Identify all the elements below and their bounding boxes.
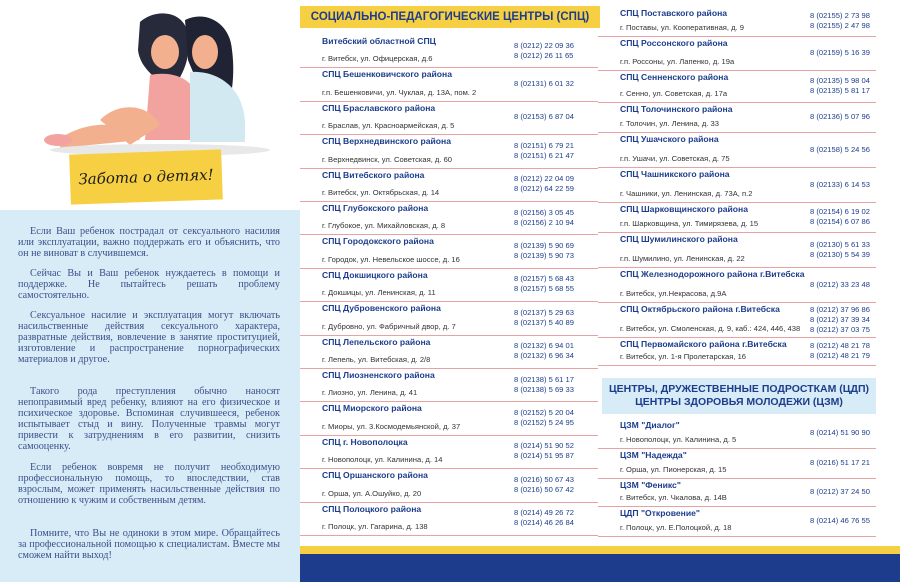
center-address: г.п. Шумилино, ул. Ленинская, д. 22 xyxy=(620,254,745,263)
listing-row xyxy=(300,435,598,469)
listing-row xyxy=(598,418,876,449)
listing-row xyxy=(300,468,598,502)
footer-yellow-bar xyxy=(300,546,900,554)
center-address: г. Толочин, ул. Ленина, д. 33 xyxy=(620,119,720,128)
center-address: г. Докшицы, ул. Ленинская, д. 11 xyxy=(322,288,436,298)
phone-number[interactable]: 8 (0212) 37 24 50 xyxy=(810,487,870,496)
listing-row xyxy=(598,36,876,71)
listing-row xyxy=(598,232,876,268)
listing-row xyxy=(300,67,598,101)
listing-row xyxy=(300,368,598,402)
spc-header xyxy=(300,6,600,28)
badge-text: Забота о детях! xyxy=(78,165,214,189)
listing-row xyxy=(300,134,598,168)
center-name: СПЦ Сенненского района xyxy=(620,72,729,82)
phone-number[interactable]: 8 (0214) 49 26 72 8 (0214) 46 26 84 xyxy=(514,508,574,528)
phone-number[interactable]: 8 (02154) 6 19 02 8 (02154) 6 07 86 xyxy=(810,207,870,226)
center-name: СПЦ Первомайского района г.Витебска xyxy=(620,339,787,349)
center-name: ЦЗМ "Феникс" xyxy=(620,480,681,490)
phone-number[interactable]: 8 (02130) 5 61 33 8 (02130) 5 54 39 xyxy=(810,239,870,259)
listing-row xyxy=(598,167,876,203)
center-address: г. Чашники, ул. Ленинская, д. 73А, п.2 xyxy=(620,189,753,198)
listing-row xyxy=(598,102,876,133)
center-name: ЦЗМ "Диалог" xyxy=(620,420,680,430)
center-name: СПЦ Браславского района xyxy=(322,102,436,113)
center-address: г. Новополоцк, ул. Калинина, д. 14 xyxy=(322,455,443,465)
center-address: г. Полоцк, ул. Е.Полоцкой, д. 18 xyxy=(620,523,732,532)
center-name: СПЦ Витебского района xyxy=(322,169,425,180)
phone-number[interactable]: 8 (0212) 48 21 78 8 (0212) 48 21 79 xyxy=(810,341,870,360)
center-address: г. Витебск, ул. Смоленская, д. 9, каб.: 424, 446, 438 xyxy=(620,324,801,333)
paragraph-1: Если Ваш ребенок пострадал от сексуального насилия или эксплуатации, важно поддержать его и объяснить, что он не виноват в случившемся. xyxy=(18,226,280,259)
center-name: СПЦ г. Новополоцка xyxy=(322,436,408,447)
listing-row xyxy=(598,70,876,103)
youth-centers-column xyxy=(598,418,878,543)
center-address: г. Орша, ул. А.Ошуйко, д. 20 xyxy=(322,488,422,498)
center-name: СПЦ Дубровенского района xyxy=(322,303,441,314)
footer-navy-bar xyxy=(300,554,900,582)
center-address: г. Сенно, ул. Советская, д. 17а xyxy=(620,89,728,98)
paragraph-6: Помните, что Вы не одиноки в этом мире. Обращайтесь за профессиональной помощью к специалистам. Вместе мы сможем найти выход! xyxy=(18,528,280,561)
center-address: г. Поставы, ул. Кооперативная, д. 9 xyxy=(620,23,745,32)
center-name: СПЦ Шарковщинского района xyxy=(620,204,749,214)
center-address: г.п. Россоны, ул. Лапенко, д. 19а xyxy=(620,57,735,66)
center-name: СПЦ Миорского района xyxy=(322,403,422,414)
care-badge xyxy=(69,149,223,204)
phone-number[interactable]: 8 (0214) 51 90 52 8 (0214) 51 95 87 xyxy=(514,441,574,461)
center-address: г. Браслав, ул. Красноармейская, д. 5 xyxy=(322,121,455,131)
listing-row xyxy=(300,335,598,369)
phone-number[interactable]: 8 (02133) 6 14 53 xyxy=(810,179,870,189)
center-name: СПЦ Чашникского района xyxy=(620,169,730,179)
center-name: СПЦ Россонского района xyxy=(620,38,728,48)
center-address: г. Витебск, ул.Некрасова, д.9А xyxy=(620,289,727,298)
paragraph-4: Такого рода преступления обычно наносят непоправимый вред ребенку, влияют на его физическое и психическое здоровье. Вспоминая случившееся, ребенок испытывает стыд и вину. Полученные травмы могут привести к затруднениям в его развитии, снизить самооценку. xyxy=(18,386,280,452)
phone-number[interactable]: 8 (02151) 6 79 21 8 (02151) 6 21 47 xyxy=(514,140,574,160)
center-address: г. Витебск, ул. 1-я Пролетарская, 16 xyxy=(620,352,747,361)
spc-column-1 xyxy=(300,34,600,534)
phone-number[interactable]: 8 (02139) 5 90 69 8 (02139) 5 90 73 xyxy=(514,241,574,261)
center-address: г. Витебск, ул. Офицерская, д.6 xyxy=(322,54,433,64)
phone-number[interactable]: 8 (0212) 33 23 48 xyxy=(810,279,870,289)
listing-row xyxy=(598,302,876,338)
phone-number[interactable]: 8 (0216) 51 17 21 xyxy=(810,458,870,467)
youth-centers-title-2: ЦЕНТРЫ ЗДОРОВЬЯ МОЛОДЕЖИ (ЦЗМ) xyxy=(635,396,843,408)
illustration xyxy=(0,0,300,208)
center-name: СПЦ Глубокского района xyxy=(322,203,429,213)
center-address: г.п. Ушачи, ул. Советская, д. 75 xyxy=(620,154,730,163)
phone-number[interactable]: 8 (02137) 5 29 63 8 (02137) 5 40 89 xyxy=(514,307,574,327)
listing-row xyxy=(598,132,876,168)
info-panel xyxy=(0,210,300,582)
phone-number[interactable]: 8 (0216) 50 67 43 8 (0216) 50 67 42 xyxy=(514,474,574,494)
phone-number[interactable]: 8 (0212) 37 96 86 8 (0212) 37 39 34 8 (0212) 37 03 75 xyxy=(810,304,870,334)
center-name: СПЦ Лепельского района xyxy=(322,336,431,347)
listing-row xyxy=(598,478,876,507)
center-name: СПЦ Ушачского района xyxy=(620,134,719,144)
center-name: СПЦ Лиозненского района xyxy=(322,370,435,380)
phone-number[interactable]: 8 (0214) 46 76 55 xyxy=(810,516,870,525)
paragraph-3: Сексуальное насилие и эксплуатация могут включать насильственные действия сексуального характера, развратные действия, вовлечение в занятие проституцией, изготовление и распространение порнографических материалов и другое. xyxy=(18,310,280,365)
phone-number[interactable]: 8 (02158) 5 24 56 xyxy=(810,144,870,154)
phone-number[interactable]: 8 (0212) 22 04 09 8 (0212) 64 22 59 xyxy=(514,174,574,194)
phone-number[interactable]: 8 (02152) 5 20 04 8 (02152) 5 24 95 xyxy=(514,408,574,428)
center-address: г.п. Шарковщина, ул. Тимирязева, д. 15 xyxy=(620,219,759,228)
paragraph-5: Если ребенок вовремя не получит необходимую профессиональную помощь, то впоследствии, став взрослым, может применять насильственные действия по отношению к чужим и собственным детям. xyxy=(18,462,280,506)
listing-row xyxy=(598,337,876,366)
phone-number[interactable]: 8 (02132) 6 94 01 8 (02132) 6 96 34 xyxy=(514,341,574,361)
center-name: СПЦ Шумилинского района xyxy=(620,234,738,244)
listing-row xyxy=(300,34,598,68)
center-address: г. Витебск, ул. Октябрьская, д. 14 xyxy=(322,187,440,197)
center-address: г. Полоцк, ул. Гагарина, д. 138 xyxy=(322,521,428,531)
center-name: СПЦ Бешенковичского района xyxy=(322,69,452,80)
center-address: г. Верхнедвинск, ул. Советская, д. 60 xyxy=(322,154,453,164)
center-address: г. Витебск, ул. Чкалова, д. 14В xyxy=(620,493,727,502)
center-address: г. Городок, ул. Невельское шоссе, д. 16 xyxy=(322,254,460,264)
phone-number[interactable]: 8 (02131) 6 01 32 xyxy=(514,79,574,89)
listing-row xyxy=(598,448,876,479)
listing-row xyxy=(300,268,598,302)
center-name: СПЦ Докшицкого района xyxy=(322,269,428,280)
center-address: г. Глубокое, ул. Михайловская, д. 8 xyxy=(322,221,446,231)
phone-number[interactable]: 8 (0214) 51 90 90 xyxy=(810,428,870,437)
center-name: Витебский областной СПЦ xyxy=(322,36,436,46)
listing-row xyxy=(598,6,876,37)
listing-row xyxy=(300,101,598,135)
center-name: СПЦ Толочинского района xyxy=(620,104,733,114)
phone-number[interactable]: 8 (02156) 3 05 45 8 (02156) 2 10 94 xyxy=(514,207,574,227)
center-name: СПЦ Железнодорожного района г.Витебска xyxy=(620,269,805,279)
center-name: СПЦ Поставского района xyxy=(620,8,728,18)
listing-row xyxy=(598,202,876,233)
spc-column-2 xyxy=(598,6,878,376)
listing-row xyxy=(598,267,876,303)
phone-number[interactable]: 8 (02153) 6 87 04 xyxy=(514,112,574,122)
center-name: СПЦ Верхнедвинского района xyxy=(322,136,451,147)
listing-row xyxy=(300,234,598,268)
paragraph-2: Сейчас Вы и Ваш ребенок нуждаетесь в помощи и поддержке. Не пытайтесь решать проблему самостоятельно. xyxy=(18,268,280,301)
center-name: СПЦ Оршанского района xyxy=(322,470,428,481)
phone-number[interactable]: 8 (02138) 5 61 17 8 (02138) 5 69 33 xyxy=(514,374,574,394)
listing-row xyxy=(300,401,598,435)
center-name: СПЦ Октябрьского района г.Витебска xyxy=(620,304,780,314)
center-address: г. Дубровно, ул. Фабричный двор, д. 7 xyxy=(322,321,456,331)
phone-number[interactable]: 8 (02159) 5 16 39 xyxy=(810,48,870,57)
center-address: г.п. Бешенковичи, ул. Чуклая, д. 13А, пом. 2 xyxy=(322,87,477,97)
listing-row xyxy=(300,168,598,202)
phone-number[interactable]: 8 (02157) 5 68 43 8 (02157) 5 68 55 xyxy=(514,274,574,294)
center-name: ЦЗМ "Надежда" xyxy=(620,450,687,460)
center-name: ЦДП "Откровение" xyxy=(620,508,701,518)
center-address: г. Орша, ул. Пионерская, д. 15 xyxy=(620,465,727,474)
phone-number[interactable]: 8 (02136) 5 07 96 xyxy=(810,112,870,121)
phone-number[interactable]: 8 (0212) 22 09 36 8 (0212) 26 11 65 xyxy=(514,40,574,60)
youth-centers-title-1: ЦЕНТРЫ, ДРУЖЕСТВЕННЫЕ ПОДРОСТКАМ (ЦДП) xyxy=(608,383,869,395)
center-address: г. Новополоцк, ул. Калинина, д. 5 xyxy=(620,435,737,444)
listing-row xyxy=(300,502,598,536)
center-address: г. Лиозно, ул. Ленина, д. 41 xyxy=(322,388,418,398)
listing-row xyxy=(300,301,598,335)
center-name: СПЦ Городокского района xyxy=(322,236,434,247)
left-panel xyxy=(0,0,300,582)
listing-row xyxy=(300,201,598,235)
center-address: г. Лепель, ул. Витебская, д. 2/8 xyxy=(322,354,431,364)
listing-row xyxy=(598,506,876,537)
center-address: г. Миоры, ул. 3.Космодемьянской, д. 37 xyxy=(322,421,461,431)
phone-number[interactable]: 8 (02155) 2 73 98 8 (02155) 2 47 98 xyxy=(810,11,870,30)
youth-centers-header xyxy=(602,378,876,414)
spc-title: СОЦИАЛЬНО-ПЕДАГОГИЧЕСКИЕ ЦЕНТРЫ (СПЦ) xyxy=(310,11,590,23)
phone-number[interactable]: 8 (02135) 5 98 04 8 (02135) 5 81 17 xyxy=(810,76,870,95)
center-name: СПЦ Полоцкого района xyxy=(322,503,422,514)
